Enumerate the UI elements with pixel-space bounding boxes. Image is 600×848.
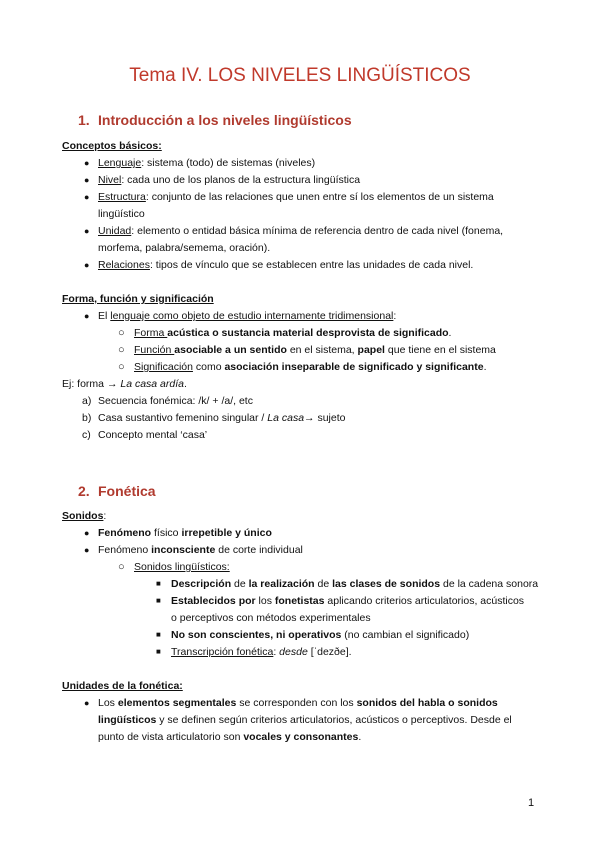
page-number: 1 — [528, 797, 535, 809]
paragraph-line — [98, 712, 538, 729]
bullet-icon: ● — [84, 528, 90, 538]
term: Nivel — [98, 174, 122, 186]
bold-text: irrepetible y único — [181, 527, 272, 539]
sub-sub-item — [171, 576, 538, 593]
paragraph-line — [98, 695, 538, 712]
bold-text: vocales y consonantes — [243, 731, 359, 743]
circle-bullet-icon: ○ — [118, 361, 125, 373]
term: Significación — [134, 361, 193, 373]
bold-text: lingüísticos — [98, 714, 157, 726]
text: en el sistema, — [286, 344, 358, 356]
sub-item — [134, 359, 486, 376]
term: Forma — [134, 327, 168, 339]
bullet-icon: ● — [84, 545, 90, 555]
square-bullet-icon: ■ — [156, 596, 161, 605]
term: Función — [134, 344, 175, 356]
text: : — [103, 510, 107, 522]
text: físico — [151, 527, 182, 539]
list-item — [98, 257, 473, 274]
text: se corresponden con los — [236, 697, 357, 709]
sub-sub-item — [171, 593, 524, 610]
example-label: a) — [82, 395, 92, 407]
text: : — [393, 310, 397, 322]
example-text — [98, 410, 345, 427]
example-line — [62, 376, 187, 393]
bullet-icon: ● — [84, 698, 90, 708]
term: Relaciones — [98, 259, 150, 271]
bold-text: fonetistas — [274, 595, 325, 607]
text: . — [448, 327, 452, 339]
arrow-icon: → — [304, 412, 315, 424]
square-bullet-icon: ■ — [156, 647, 161, 656]
text: Ej: forma — [62, 378, 105, 390]
term: lenguaje como objeto de estudio internamente tridimensional — [110, 310, 394, 322]
term: Lenguaje — [98, 157, 142, 169]
text: [ˈdezðe]. — [307, 646, 352, 658]
sub-sub-item-continued: o perceptivos con métodos experimentales — [171, 612, 371, 624]
sonidos-heading — [62, 508, 106, 525]
text: Casa sustantivo femenino singular / — [98, 412, 268, 424]
bold-text: asociable a un sentido — [174, 344, 287, 356]
sub-sub-item — [171, 627, 469, 644]
circle-bullet-icon: ○ — [118, 561, 125, 573]
text: . — [184, 378, 187, 390]
heading-text: Sonidos — [62, 510, 104, 522]
term: Transcripción fonética — [171, 646, 274, 658]
bold-text: la realización — [248, 578, 315, 590]
text: Fenómeno — [98, 544, 152, 556]
text: El — [98, 310, 111, 322]
text: los — [255, 595, 275, 607]
bold-text: sonidos del habla o sonidos — [356, 697, 498, 709]
bold-text: Establecidos por — [171, 595, 256, 607]
term: Unidad — [98, 225, 132, 237]
bold-text: acústica o sustancia material desprovista de significado — [167, 327, 449, 339]
sub-heading: Sonidos lingüísticos: — [134, 561, 230, 573]
section-number: 2. — [78, 483, 90, 499]
arrow-icon: → — [106, 378, 118, 390]
text: aplicando criterios articulatorios, acústicos — [324, 595, 525, 607]
sub-item — [134, 325, 451, 342]
list-item — [98, 223, 503, 240]
conceptos-heading: Conceptos básicos: — [62, 140, 162, 152]
definition: : elemento o entidad básica mínima de referencia dentro de cada nivel (fonema, — [131, 225, 504, 237]
italic-text: desde — [279, 646, 308, 658]
text: de — [314, 578, 333, 590]
term: Estructura — [98, 191, 146, 203]
forma-heading: Forma, función y significación — [62, 293, 214, 305]
sub-item — [134, 342, 496, 359]
text: y se definen según criterios articulatorios, acústicos o perceptivos. Desde el — [156, 714, 512, 726]
bold-text: inconsciente — [151, 544, 216, 556]
example-label: c) — [82, 429, 91, 441]
bold-text: las clases de sonidos — [332, 578, 441, 590]
bold-text: No son conscientes, ni operativos — [171, 629, 342, 641]
definition: : conjunto de las relaciones que unen entre sí los elementos de un sistema — [145, 191, 494, 203]
list-item — [98, 308, 396, 325]
bullet-icon: ● — [84, 311, 90, 321]
bullet-icon: ● — [84, 175, 90, 185]
paragraph-line — [98, 729, 361, 746]
text: . — [358, 731, 362, 743]
list-item — [98, 542, 303, 559]
list-item — [98, 155, 315, 172]
example-label: b) — [82, 412, 92, 424]
text: de corte individual — [215, 544, 303, 556]
circle-bullet-icon: ○ — [118, 327, 125, 339]
example-text: Secuencia fonémica: /k/ + /a/, etc — [98, 395, 253, 407]
square-bullet-icon: ■ — [156, 630, 161, 639]
section-title: Introducción a los niveles lingüísticos — [98, 112, 352, 128]
sub-sub-item — [171, 644, 352, 661]
circle-bullet-icon: ○ — [118, 344, 125, 356]
text: : — [273, 646, 280, 658]
section-1-heading — [78, 112, 352, 128]
section-2-heading — [78, 483, 156, 499]
text: Los — [98, 697, 118, 709]
bullet-icon: ● — [84, 226, 90, 236]
section-title: Fonética — [98, 483, 156, 499]
square-bullet-icon: ■ — [156, 579, 161, 588]
unidades-heading: Unidades de la fonética: — [62, 680, 183, 692]
section-number: 1. — [78, 112, 90, 128]
bold-text: Fenómeno — [98, 527, 152, 539]
example-text: Concepto mental ‘casa’ — [98, 429, 208, 441]
bullet-icon: ● — [84, 158, 90, 168]
italic-text: La casa — [267, 412, 305, 424]
text: (no cambian el significado) — [341, 629, 470, 641]
definition: : sistema (todo) de sistemas (niveles) — [141, 157, 316, 169]
definition: : cada uno de los planos de la estructura lingüística — [121, 174, 361, 186]
list-item — [98, 189, 494, 206]
text: sujeto — [314, 412, 346, 424]
text: . — [483, 361, 487, 373]
bold-text: asociación inseparable de significado y significante — [224, 361, 484, 373]
text: que tiene en el sistema — [384, 344, 496, 356]
bold-text: papel — [357, 344, 385, 356]
italic-text: La casa ardía — [120, 378, 184, 390]
definition-continued: morfema, palabra/semema, oración). — [98, 242, 271, 254]
document-title: Tema IV. LOS NIVELES LINGÜÍSTICOS — [129, 65, 471, 86]
bullet-icon: ● — [84, 192, 90, 202]
bullet-icon: ● — [84, 260, 90, 270]
text: de la cadena sonora — [440, 578, 539, 590]
list-item — [98, 172, 360, 189]
list-item — [98, 525, 272, 542]
definition: : tipos de vínculo que se establecen entre las unidades de cada nivel. — [149, 259, 474, 271]
text: punto de vista articulatorio son — [98, 731, 244, 743]
bold-text: elementos segmentales — [117, 697, 237, 709]
text: como — [192, 361, 225, 373]
bold-text: Descripción — [171, 578, 232, 590]
text: de — [231, 578, 249, 590]
definition-continued: lingüístico — [98, 208, 145, 220]
